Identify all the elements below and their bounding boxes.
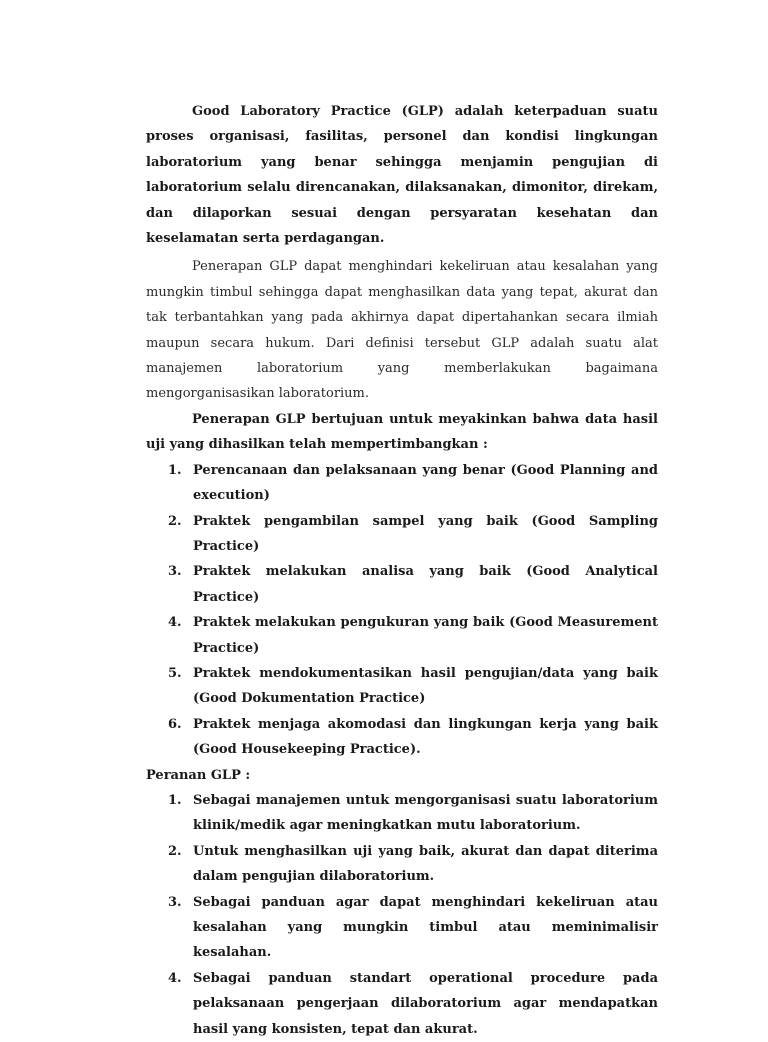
list-number: 2. [168,513,182,529]
list-item-text: Sebagai panduan agar dapat menghindari kekeliruan atau kesalahan yang mungkin timbul atau meminimalisir kesalahan. [193,894,658,961]
list-item [146,966,658,1042]
list-item [146,559,658,610]
list-item-text: Praktek melakukan pengukuran yang baik (Good Measurement Practice) [193,615,658,656]
list-item [146,610,658,661]
purpose-list [146,458,658,763]
list-item [146,458,658,509]
list-item-text: Praktek mendokumentasikan hasil pengujian/data yang baik (Good Dokumentation Practice) [193,665,658,707]
list-item [146,788,658,839]
paragraph-glp-application: Penerapan GLP dapat menghindari kekeliruan atau kesalahan yang mungkin timbul sehingga dapat menghasilkan data yang tepat, akurat dan tak terbantahkan yang pada akhirnya dapat dipertahankan secara ilmiah maupun secara hukum. Dari definisi tersebut GLP adalah suatu alat manajemen laboratorium yang memberlakukan bagaimana mengorganisasikan laboratorium. [146,259,658,402]
section-heading-peranan: Peranan GLP : [146,767,251,783]
list-number: 6. [168,716,182,732]
list-number: 3. [168,564,182,580]
role-list [146,788,658,1042]
list-number: 4. [168,970,182,986]
paragraph-glp-definition: Good Laboratory Practice (GLP) adalah keterpaduan suatu proses organisasi, fasilitas, personel dan kondisi lingkungan laboratorium yang benar sehingga menjamin pengujian di laboratorium selalu direncanakan, dilaksanakan, dimonitor, direkam, dan dilaporkan sesuai dengan persyaratan kesehatan dan keselamatan serta perdagangan. [146,104,658,247]
list-item [146,509,658,560]
list-item [146,839,658,890]
list-item-text: Praktek melakukan analisa yang baik (Good Analytical Practice) [193,564,658,605]
list-item-text: Sebagai panduan standart operational procedure pada pelaksanaan pengerjaan dilaboratorium agar mendapatkan hasil yang konsisten, tepat dan akurat. [193,970,658,1037]
list-item-text: Perencanaan dan pelaksanaan yang benar (Good Planning and execution) [193,462,658,504]
list-item [146,890,658,966]
list-number: 5. [168,665,182,681]
list-number: 2. [168,843,182,859]
list-item [146,712,658,763]
list-number: 1. [168,462,182,478]
paragraph-glp-purpose: Penerapan GLP bertujuan untuk meyakinkan bahwa data hasil uji yang dihasilkan telah mempertimbangkan : [146,411,658,453]
list-number: 1. [168,792,182,808]
document-page [146,99,658,1042]
list-item-text: Praktek menjaga akomodasi dan lingkungan kerja yang baik (Good Housekeeping Practice). [193,716,658,758]
list-item-text: Praktek pengambilan sampel yang baik (Good Sampling Practice) [193,513,658,554]
list-item-text: Untuk menghasilkan uji yang baik, akurat dan dapat diterima dalam pengujian dilaboratorium. [193,843,658,885]
list-item-text: Sebagai manajemen untuk mengorganisasi suatu laboratorium klinik/medik agar meningkatkan mutu laboratorium. [193,792,658,834]
list-number: 3. [168,894,182,910]
list-number: 4. [168,615,182,631]
list-item [146,661,658,712]
